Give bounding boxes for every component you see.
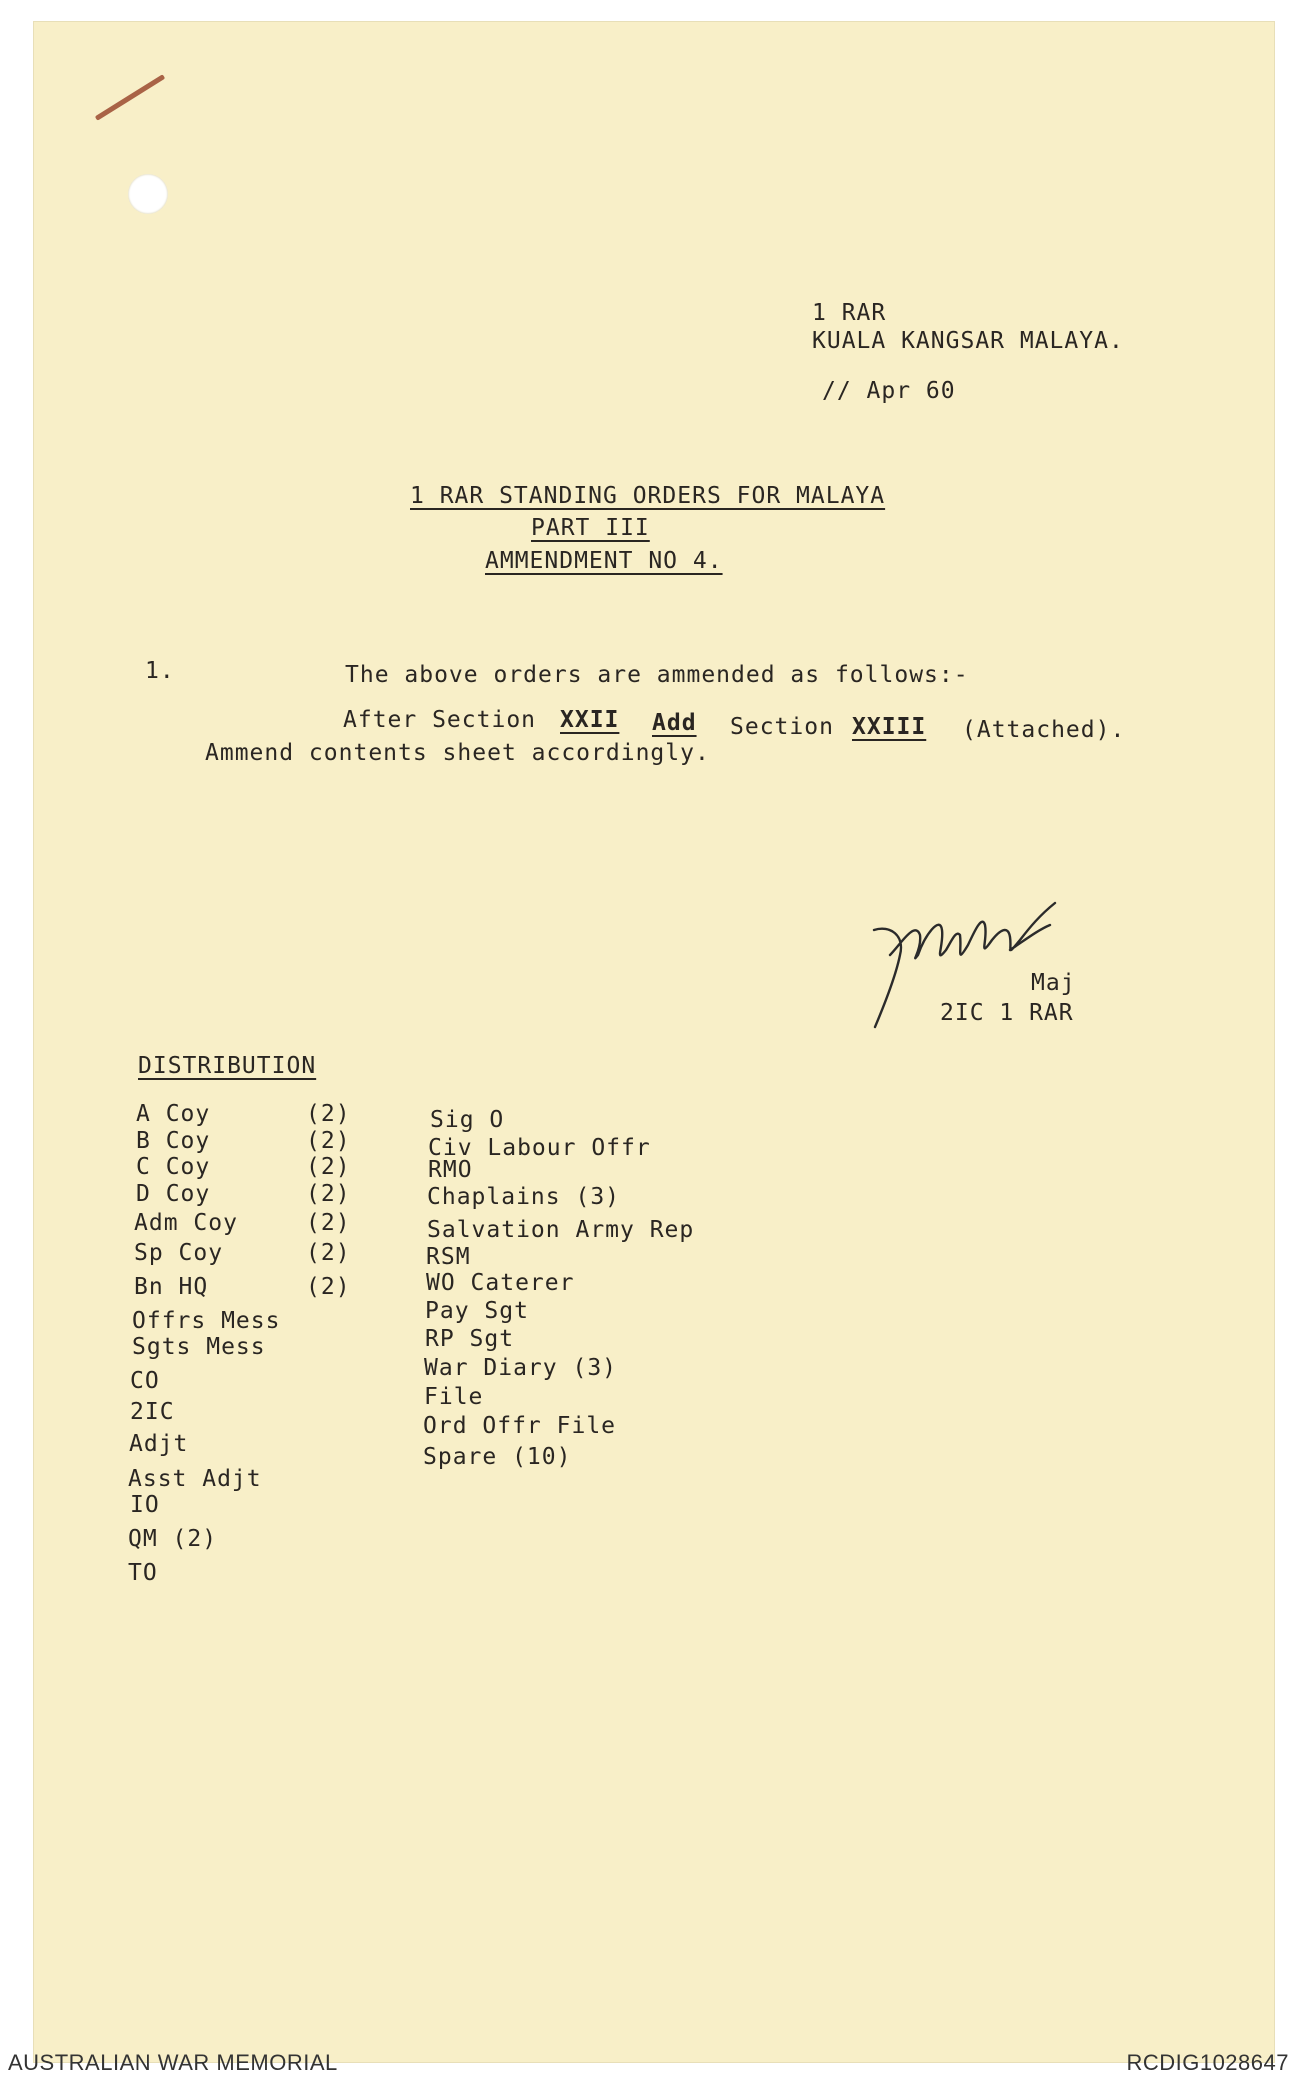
title-line-1: 1 RAR STANDING ORDERS FOR MALAYA bbox=[410, 483, 886, 509]
list-item: Adm Coy bbox=[134, 1210, 238, 1236]
signatory-rank: Maj bbox=[1031, 970, 1076, 996]
list-item: Civ Labour Offr bbox=[428, 1135, 651, 1161]
unit-name: 1 RAR bbox=[812, 300, 887, 326]
paragraph-number: 1. bbox=[145, 658, 175, 684]
add-word: Add bbox=[652, 710, 697, 736]
body-line-2-section: Section bbox=[730, 714, 834, 740]
section-xxii: XXII bbox=[560, 707, 620, 733]
list-item: Pay Sgt bbox=[425, 1298, 529, 1324]
list-item: Chaplains (3) bbox=[427, 1184, 621, 1210]
signatory-appointment: 2IC 1 RAR bbox=[940, 1000, 1074, 1026]
archive-reference: RCDIG1028647 bbox=[1126, 2050, 1289, 2075]
body-line-2-part-a: After Section bbox=[343, 707, 537, 733]
list-item: Sgts Mess bbox=[132, 1334, 266, 1360]
list-item-count: (2) bbox=[306, 1274, 351, 1300]
list-item: RSM bbox=[426, 1244, 471, 1270]
list-item: Sp Coy bbox=[134, 1240, 224, 1266]
list-item: File bbox=[424, 1384, 484, 1410]
list-item: 2IC bbox=[130, 1399, 175, 1425]
list-item: C Coy bbox=[136, 1154, 211, 1180]
list-item-count: (2) bbox=[306, 1101, 351, 1127]
list-item-count: (2) bbox=[306, 1210, 351, 1236]
list-item: A Coy bbox=[136, 1101, 211, 1127]
list-item: D Coy bbox=[136, 1181, 211, 1207]
body-line-1: The above orders are ammended as follows:- bbox=[345, 662, 969, 688]
distribution-heading: DISTRIBUTION bbox=[138, 1053, 317, 1079]
list-item-count: (2) bbox=[306, 1154, 351, 1180]
list-item: War Diary (3) bbox=[424, 1355, 618, 1381]
date: // Apr 60 bbox=[822, 378, 956, 404]
section-xxiii: XXIII bbox=[852, 714, 927, 740]
location: KUALA KANGSAR MALAYA. bbox=[812, 328, 1124, 354]
title-line-2: PART III bbox=[531, 515, 650, 541]
list-item: Salvation Army Rep bbox=[427, 1217, 695, 1243]
list-item: RMO bbox=[428, 1157, 473, 1183]
list-item: CO bbox=[130, 1368, 160, 1394]
list-item-count: (2) bbox=[306, 1128, 351, 1154]
list-item: B Coy bbox=[136, 1128, 211, 1154]
list-item: Bn HQ bbox=[134, 1274, 209, 1300]
list-item: RP Sgt bbox=[425, 1326, 515, 1352]
list-item: IO bbox=[130, 1492, 160, 1518]
list-item: Offrs Mess bbox=[132, 1308, 281, 1334]
list-item: TO bbox=[128, 1560, 158, 1586]
list-item: WO Caterer bbox=[426, 1270, 575, 1296]
list-item: Spare (10) bbox=[423, 1444, 572, 1470]
list-item: QM (2) bbox=[128, 1526, 218, 1552]
title-line-3: AMMENDMENT NO 4. bbox=[485, 548, 723, 574]
list-item: Ord Offr File bbox=[423, 1413, 617, 1439]
list-item-count: (2) bbox=[306, 1181, 351, 1207]
punch-hole bbox=[128, 174, 168, 214]
archive-credit: AUSTRALIAN WAR MEMORIAL bbox=[8, 2050, 338, 2075]
body-line-3: Ammend contents sheet accordingly. bbox=[205, 740, 710, 766]
list-item: Adjt bbox=[129, 1431, 189, 1457]
list-item: Asst Adjt bbox=[128, 1466, 262, 1492]
list-item: Sig O bbox=[430, 1107, 505, 1133]
attached-note: (Attached). bbox=[962, 717, 1126, 743]
list-item-count: (2) bbox=[306, 1240, 351, 1266]
